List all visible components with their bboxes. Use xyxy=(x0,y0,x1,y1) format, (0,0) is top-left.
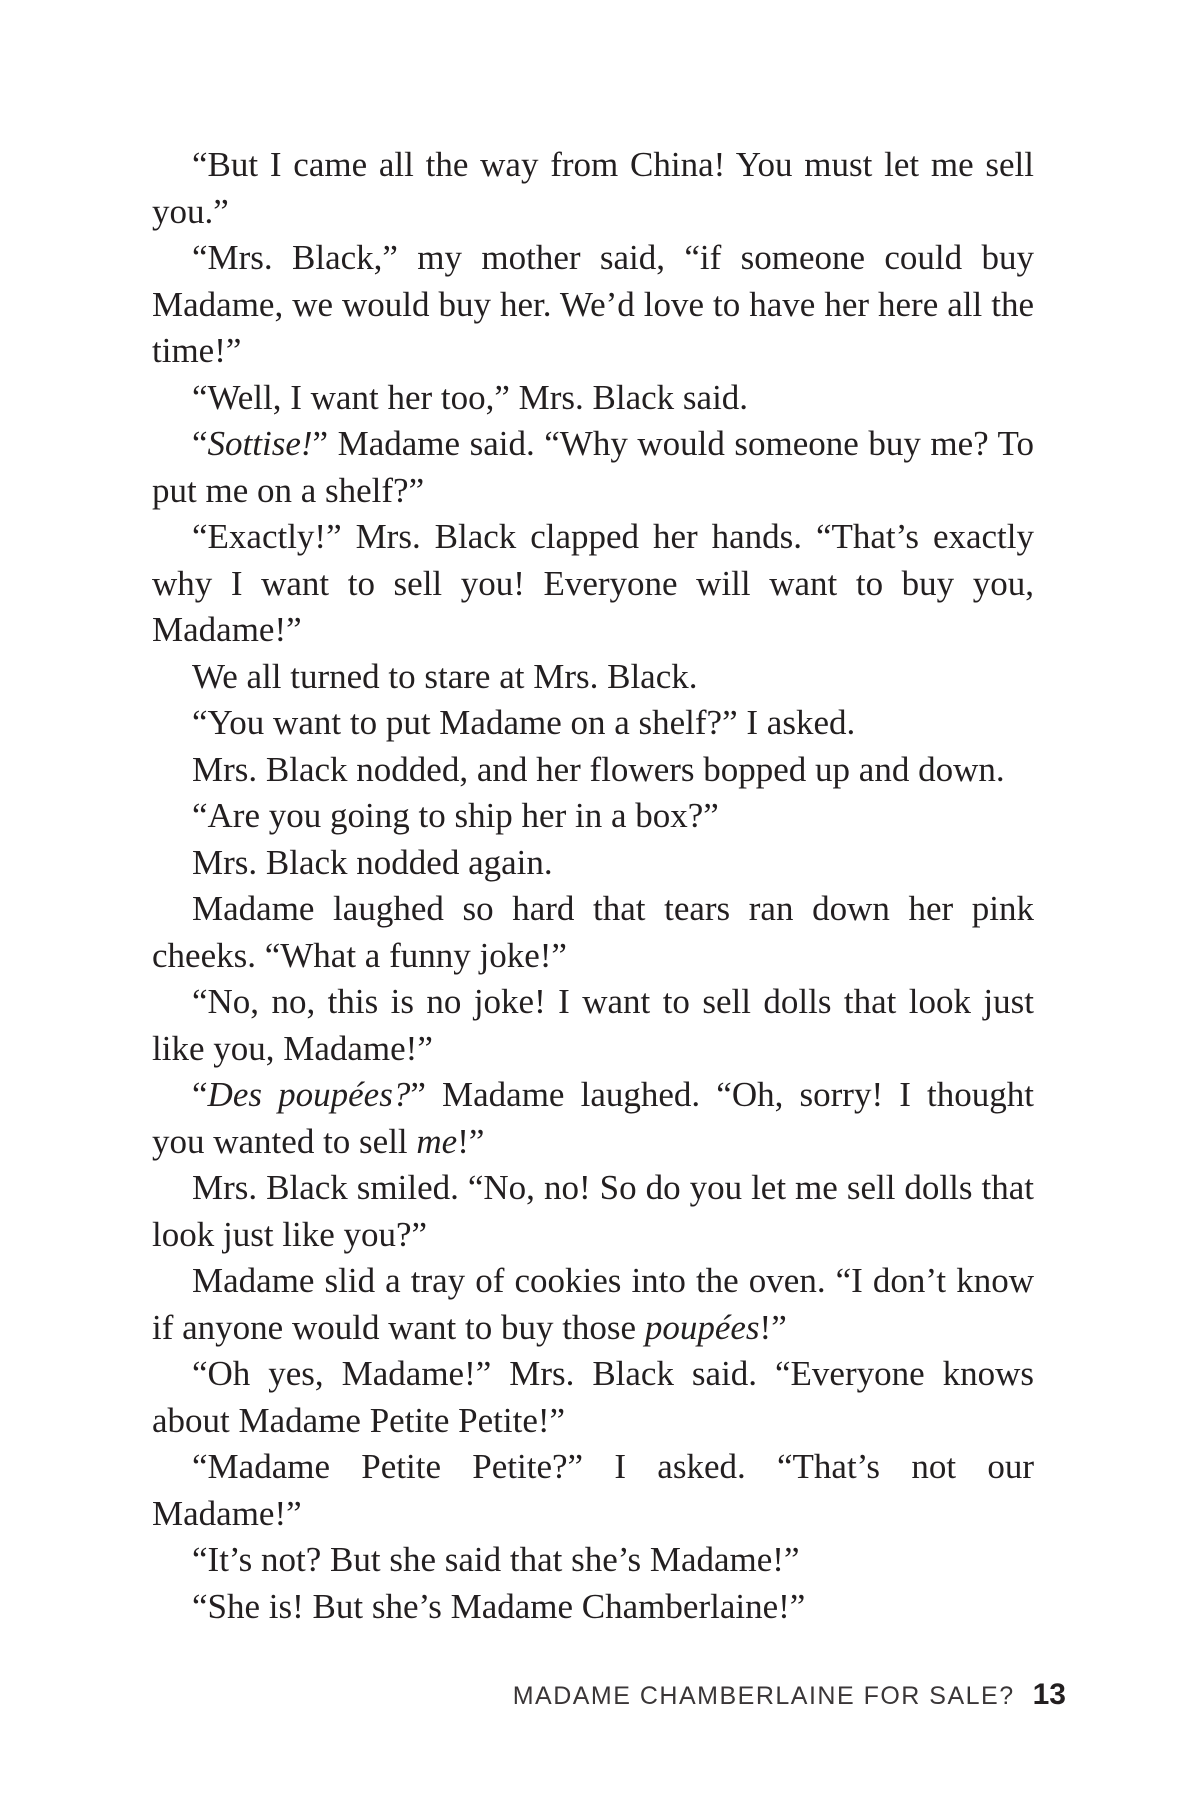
text-run: “She is! But she’s Madame Chamberlaine!” xyxy=(192,1586,806,1626)
text-run: “ xyxy=(192,424,208,463)
text-run: “But I came all the way from China! You must let me sell you.” xyxy=(152,145,1034,231)
paragraph xyxy=(152,886,1034,979)
page-footer xyxy=(513,1678,1066,1718)
text-run: “Oh yes, Madame!” Mrs. Black said. “Everyone knows about Madame Petite Petite!” xyxy=(152,1354,1034,1440)
text-run: Mrs. Black smiled. “No, no! So do you let me sell dolls that look just like you?” xyxy=(152,1168,1034,1254)
running-head: MADAME CHAMBERLAINE FOR SALE? xyxy=(512,1682,1015,1710)
paragraph xyxy=(152,514,1034,654)
paragraph xyxy=(152,1351,1034,1444)
paragraph xyxy=(152,793,1034,840)
paragraph xyxy=(152,1072,1034,1165)
paragraph xyxy=(152,1444,1034,1537)
text-run: !” xyxy=(759,1307,787,1347)
text-run: “No, no, this is no joke! I want to sell dolls that look just like you, Madame!” xyxy=(152,982,1034,1068)
text-run: “Madame Petite Petite?” I asked. “That’s not our Madame!” xyxy=(152,1447,1034,1533)
paragraph xyxy=(152,375,1034,422)
paragraph xyxy=(152,654,1034,701)
italic-text: Sottise! xyxy=(207,424,313,463)
italic-text: poupées xyxy=(644,1307,760,1347)
italic-text: me xyxy=(416,1121,458,1161)
paragraph xyxy=(152,1584,1034,1631)
text-run: ” Madame said. “Why would someone buy me? To put me on a shelf?” xyxy=(152,424,1034,510)
text-run: “Are you going to ship her in a box?” xyxy=(192,796,719,835)
page-number: 13 xyxy=(1032,1678,1066,1711)
paragraph xyxy=(152,700,1034,747)
paragraph xyxy=(152,142,1034,235)
paragraph xyxy=(152,1165,1034,1258)
italic-text: Des poupées? xyxy=(207,1075,411,1114)
paragraph xyxy=(152,1258,1034,1351)
body-text xyxy=(152,142,1034,1630)
paragraph xyxy=(152,421,1034,514)
paragraph xyxy=(152,1537,1034,1584)
text-run: “You want to put Madame on a shelf?” I asked. xyxy=(192,703,856,742)
paragraph xyxy=(152,747,1034,794)
text-run: “Well, I want her too,” Mrs. Black said. xyxy=(192,377,749,417)
text-run: Madame laughed so hard that tears ran down her pink cheeks. “What a funny joke!” xyxy=(152,889,1034,975)
text-run: We all turned to stare at Mrs. Black. xyxy=(192,656,698,696)
text-run: !” xyxy=(457,1121,485,1161)
text-run: “ xyxy=(192,1075,208,1114)
paragraph xyxy=(152,235,1034,375)
text-run: “Exactly!” Mrs. Black clapped her hands. “That’s exactly why I want to sell you! Everyone will want to buy you, Madame!” xyxy=(152,517,1034,649)
paragraph xyxy=(152,840,1034,887)
text-run: Madame slid a tray of cookies into the oven. “I don’t know if anyone would want to buy those xyxy=(152,1261,1034,1347)
text-run: Mrs. Black nodded again. xyxy=(192,842,553,882)
text-run: “It’s not? But she said that she’s Madame!” xyxy=(192,1540,800,1579)
text-run: Mrs. Black nodded, and her flowers bopped up and down. xyxy=(192,749,1005,789)
text-run: “Mrs. Black,” my mother said, “if someone could buy Madame, we would buy her. We’d love to have her here all the time!” xyxy=(152,238,1034,370)
text-run: ” Madame laughed. “Oh, sorry! I thought you wanted to sell xyxy=(152,1075,1035,1161)
paragraph xyxy=(152,979,1034,1072)
